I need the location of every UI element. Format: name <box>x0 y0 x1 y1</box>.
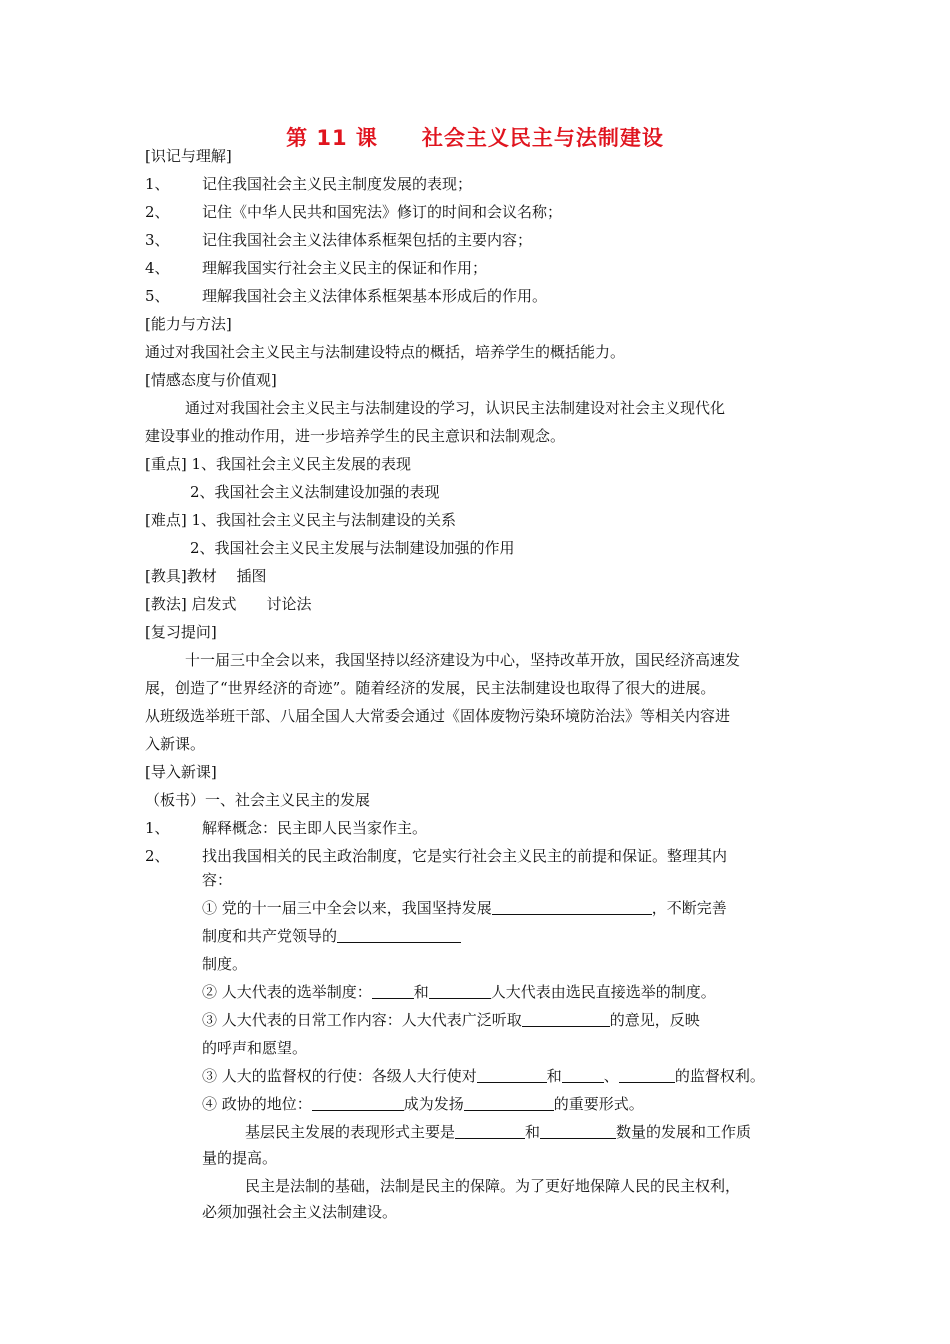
objective-number: 2、 <box>145 203 170 221</box>
fill-text: 数量的发展和工作质 <box>616 1123 752 1141</box>
section-recognize: [识记与理解] <box>145 147 232 165</box>
tools-line: [教具]教材 插图 <box>145 567 267 585</box>
section-intro: [导入新课] <box>145 763 217 781</box>
fill-line-d <box>202 1066 765 1086</box>
section-review: [复习提问] <box>145 623 217 641</box>
closing-text: 民主是法制的基础，法制是民主的保障。为了更好地保障人民的民主权利， <box>245 1177 741 1195</box>
fill-text: 和 <box>525 1123 541 1141</box>
answer-blank[interactable] <box>477 1066 547 1083</box>
review-text: 入新课。 <box>145 735 206 753</box>
fill-line-a <box>202 898 727 918</box>
ability-text: 通过对我国社会主义民主与法制建设特点的概括，培养学生的概括能力。 <box>145 343 626 361</box>
answer-blank[interactable] <box>562 1066 604 1083</box>
answer-blank[interactable] <box>522 1010 610 1027</box>
fill-text: ② 人大代表的选举制度： <box>202 983 372 1001</box>
answer-blank[interactable] <box>464 1094 554 1111</box>
fill-text: ③ 人大的监督权的行使：各级人大行使对 <box>202 1067 477 1085</box>
section-emotion: [情感态度与价值观] <box>145 371 277 389</box>
fill-text: 制度和共产党领导的 <box>202 927 338 945</box>
fill-line-a-cont <box>202 926 461 946</box>
emotion-text: 通过对我国社会主义民主与法制建设的学习，认识民主法制建设对社会主义现代化 <box>185 399 726 417</box>
objective-number: 3、 <box>145 231 170 249</box>
fill-text: ① 党的十一届三中全会以来，我国坚持发展 <box>202 899 492 917</box>
key-point: 2、我国社会主义法制建设加强的表现 <box>190 483 440 501</box>
objective-number: 4、 <box>145 259 170 277</box>
fill-text: ④ 政协的地位： <box>202 1095 312 1113</box>
objective-text: 记住《中华人民共和国宪法》修订的时间和会议名称； <box>202 203 563 221</box>
fill-text: 的意见，反映 <box>609 1011 700 1029</box>
closing-text: 必须加强社会主义法制建设。 <box>202 1203 398 1221</box>
objective-number: 1、 <box>145 175 170 193</box>
objective-text: 记住我国社会主义民主制度发展的表现； <box>202 175 473 193</box>
fill-text: 成为发扬 <box>403 1095 464 1113</box>
fill-text: 人大代表由选民直接选举的制度。 <box>490 983 716 1001</box>
difficult-point: [难点] 1、我国社会主义民主与法制建设的关系 <box>145 511 457 529</box>
objective-text: 理解我国社会主义法律体系框架基本形成后的作用。 <box>202 287 548 305</box>
board-heading: （板书）一、社会主义民主的发展 <box>145 791 371 809</box>
answer-blank[interactable] <box>455 1122 525 1139</box>
grassroots-line <box>245 1122 751 1142</box>
fill-line-e <box>202 1094 644 1114</box>
answer-blank[interactable] <box>337 926 461 943</box>
grassroots-line-cont: 量的提高。 <box>202 1149 278 1167</box>
methods-line: [教法] 启发式 讨论法 <box>145 595 312 613</box>
objective-text: 记住我国社会主义法律体系框架包括的主要内容； <box>202 231 533 249</box>
section-ability: [能力与方法] <box>145 315 232 333</box>
review-text: 十一届三中全会以来，我国坚持以经济建设为中心，坚持改革开放，国民经济高速发 <box>185 651 741 669</box>
step-number: 1、 <box>145 819 170 837</box>
answer-blank[interactable] <box>492 898 652 915</box>
fill-text: 和 <box>413 983 429 1001</box>
fill-line-c-cont: 的呼声和愿望。 <box>202 1039 308 1057</box>
review-text: 从班级选举班干部、八届全国人大常委会通过《固体废物污染环境防治法》等相关内容进 <box>145 707 731 725</box>
fill-text: ③ 人大代表的日常工作内容：人大代表广泛听取 <box>202 1011 522 1029</box>
answer-blank[interactable] <box>540 1122 616 1139</box>
lesson-title: 第 11 课 社会主义民主与法制建设 <box>286 126 664 150</box>
objective-number: 5、 <box>145 287 170 305</box>
answer-blank[interactable] <box>312 1094 404 1111</box>
emotion-text: 建设事业的推动作用，进一步培养学生的民主意识和法制观念。 <box>145 427 566 445</box>
difficult-point: 2、我国社会主义民主发展与法制建设加强的作用 <box>190 539 515 557</box>
fill-text: 和 <box>546 1067 562 1085</box>
fill-line-a-end: 制度。 <box>202 955 248 973</box>
objective-text: 理解我国实行社会主义民主的保证和作用； <box>202 259 488 277</box>
fill-text: ，不断完善 <box>651 899 727 917</box>
step-text-continued: 容： <box>202 871 233 889</box>
answer-blank[interactable] <box>372 982 414 999</box>
fill-text: 基层民主发展的表现形式主要是 <box>245 1123 456 1141</box>
fill-text: 的监督权利。 <box>674 1067 765 1085</box>
step-text: 解释概念：民主即人民当家作主。 <box>202 819 428 837</box>
review-text: 展，创造了“世界经济的奇迹”。随着经济的发展，民主法制建设也取得了很大的进展。 <box>145 679 716 697</box>
answer-blank[interactable] <box>429 982 491 999</box>
fill-text: 的重要形式。 <box>553 1095 644 1113</box>
step-number: 2、 <box>145 847 170 865</box>
step-text: 找出我国相关的民主政治制度，它是实行社会主义民主的前提和保证。整理其内 <box>202 847 728 865</box>
answer-blank[interactable] <box>619 1066 675 1083</box>
fill-line-b <box>202 982 716 1002</box>
key-point: [重点] 1、我国社会主义民主发展的表现 <box>145 455 412 473</box>
fill-line-c <box>202 1010 700 1030</box>
fill-text: 、 <box>603 1067 619 1085</box>
